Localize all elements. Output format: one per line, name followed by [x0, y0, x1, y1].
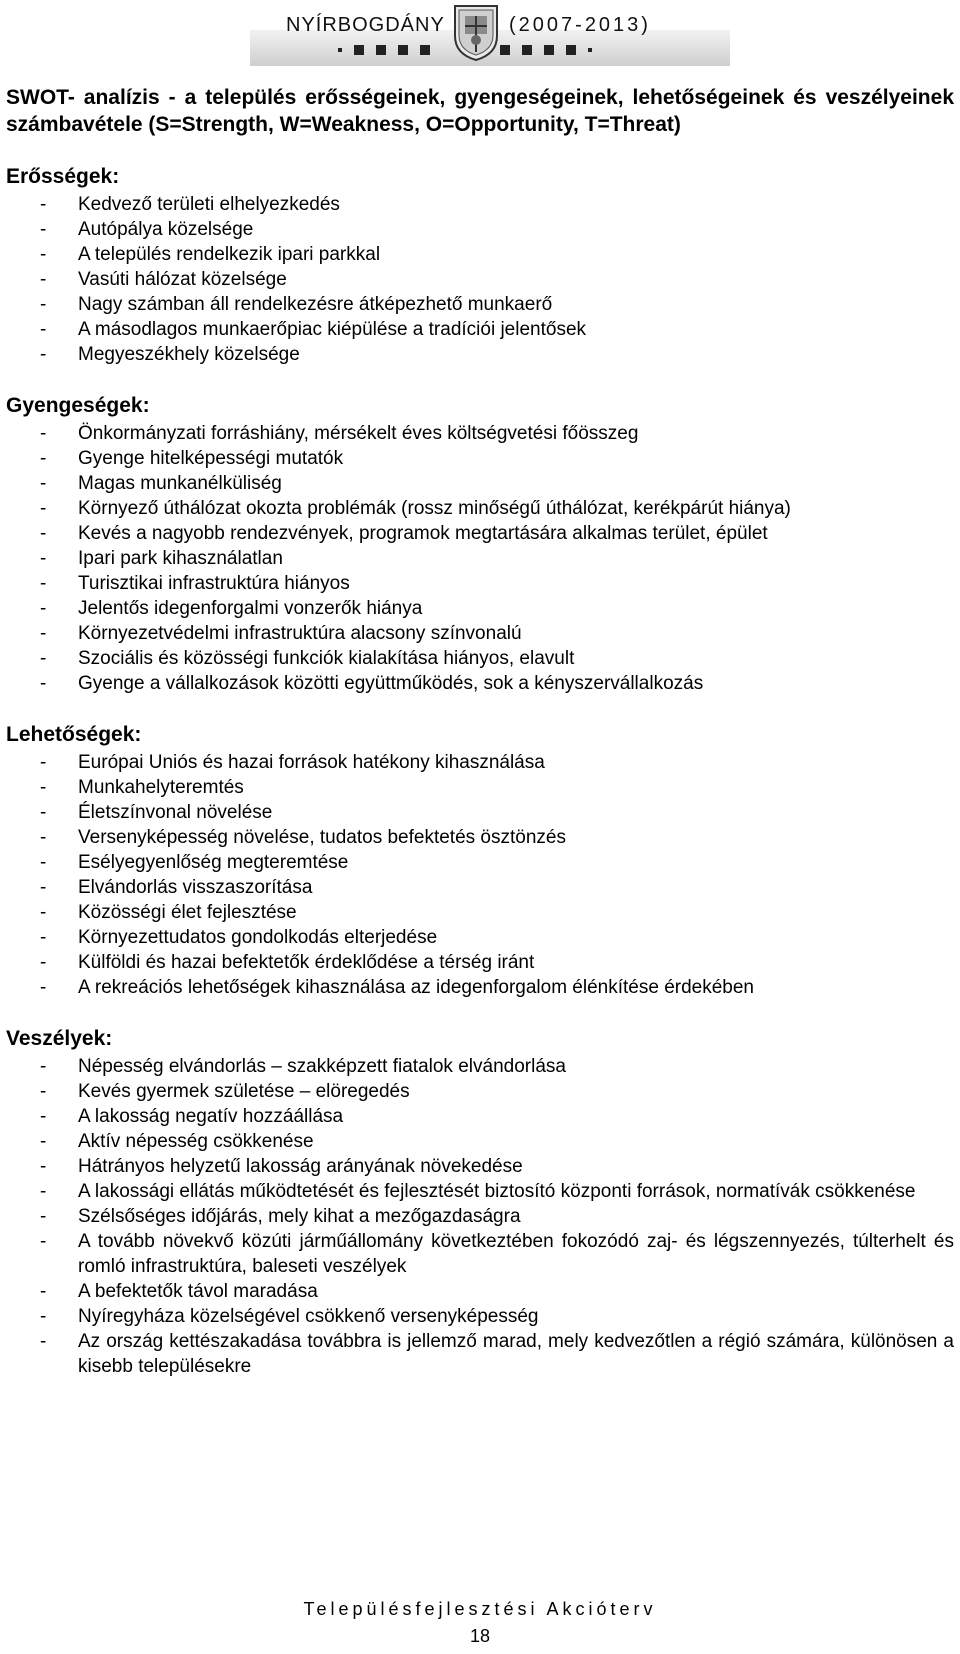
list-item: - A másodlagos munkaerőpiac kiépülése a tradíciói jelentősek	[6, 317, 954, 342]
list-item: - Esélyegyenlőség megteremtése	[6, 850, 954, 875]
list-item: - Gyenge a vállalkozások közötti együttműködés, sok a kényszervállalkozás	[6, 671, 954, 696]
header-period: (2007-2013)	[509, 14, 651, 36]
section-heading: Gyengeségek:	[6, 394, 150, 417]
page-number: 18	[469, 1626, 491, 1646]
list-item: - Kevés a nagyobb rendezvények, programok megtartására alkalmas terület, épület	[6, 521, 954, 546]
list-item: - Megyeszékhely közelsége	[6, 342, 954, 367]
list-item: - A rekreációs lehetőségek kihasználása az idegenforgalom élénkítése érdekében	[6, 975, 954, 1000]
section-threats	[6, 1026, 954, 1379]
list-item: - Nyíregyháza közelségével csökkenő versenyképesség	[6, 1304, 954, 1329]
dot	[566, 45, 576, 55]
dot	[338, 48, 342, 52]
list-item: - Önkormányzati forráshiány, mérsékelt éves költségvetési főösszeg	[6, 421, 954, 446]
list-item: - Környező úthálózat okozta problémák (rossz minőségű úthálózat, kerékpárút hiánya)	[6, 496, 954, 521]
list-item: - Környezettudatos gondolkodás elterjedése	[6, 925, 954, 950]
dot	[376, 45, 386, 55]
dot	[398, 45, 408, 55]
list-item: - Közösségi élet fejlesztése	[6, 900, 954, 925]
list-item: - Életszínvonal növelése	[6, 800, 954, 825]
weaknesses-list	[6, 421, 954, 696]
threats-list	[6, 1054, 954, 1379]
list-item: - Jelentős idegenforgalmi vonzerők hiánya	[6, 596, 954, 621]
list-item: - A lakosság negatív hozzáállása	[6, 1104, 954, 1129]
list-item: - A tovább növekvő közúti járműállomány következtében fokozódó zaj- és légszennyezés, túlterhelt és romló infrastruktúra, baleseti veszélyek	[6, 1229, 954, 1279]
page-header	[0, 0, 960, 70]
list-item: - Aktív népesség csökkenése	[6, 1129, 954, 1154]
list-item: - Munkahelyteremtés	[6, 775, 954, 800]
section-opportunities	[6, 722, 954, 1000]
list-item: - Szociális és közösségi funkciók kialakítása hiányos, elavult	[6, 646, 954, 671]
list-item: - Gyenge hitelképességi mutatók	[6, 446, 954, 471]
document-body	[6, 84, 954, 1379]
header-decorative-dots	[338, 44, 592, 56]
list-item: - Népesség elvándorlás – szakképzett fiatalok elvándorlása	[6, 1054, 954, 1079]
dot	[522, 45, 532, 55]
dot	[544, 45, 554, 55]
dot	[588, 48, 592, 52]
list-item: - Európai Uniós és hazai források hatékony kihasználása	[6, 750, 954, 775]
list-item: - A lakossági ellátás működtetését és fejlesztését biztosító központi források, normatívák csökkenése	[6, 1179, 954, 1204]
list-item: - Környezetvédelmi infrastruktúra alacsony színvonalú	[6, 621, 954, 646]
footer-document-title: Településfejlesztési Akcióterv	[303, 1599, 657, 1619]
list-item: - Versenyképesség növelése, tudatos befektetés ösztönzés	[6, 825, 954, 850]
list-item: - A település rendelkezik ipari parkkal	[6, 242, 954, 267]
list-item: - A befektetők távol maradása	[6, 1279, 954, 1304]
header-town-name: NYÍRBOGDÁNY	[286, 14, 445, 36]
section-weaknesses	[6, 393, 954, 696]
list-item: - Kedvező területi elhelyezkedés	[6, 192, 954, 217]
list-item: - Külföldi és hazai befektetők érdeklődése a térség iránt	[6, 950, 954, 975]
strengths-list	[6, 192, 954, 367]
list-item: - Az ország kettészakadása továbbra is jellemző marad, mely kedvezőtlen a régió számára, különösen a kisebb településekre	[6, 1329, 954, 1379]
section-heading: Veszélyek:	[6, 1027, 113, 1050]
list-item: - Ipari park kihasználatlan	[6, 546, 954, 571]
list-item: - Elvándorlás visszaszorítása	[6, 875, 954, 900]
dot	[500, 45, 510, 55]
list-item: - Hátrányos helyzetű lakosság arányának növekedése	[6, 1154, 954, 1179]
list-item: - Vasúti hálózat közelsége	[6, 267, 954, 292]
section-heading: Lehetőségek:	[6, 723, 142, 746]
list-item: - Autópálya közelsége	[6, 217, 954, 242]
list-item: - Turisztikai infrastruktúra hiányos	[6, 571, 954, 596]
section-heading: Erősségek:	[6, 165, 120, 188]
dot	[420, 45, 430, 55]
dot	[354, 45, 364, 55]
section-strengths	[6, 164, 954, 367]
document-title: SWOT- analízis - a település erősségeinek, gyengeségeinek, lehetőségeinek és veszélyeinek számbavétele (S=Strength, W=Weakness, O=Opportunity, T=Threat)	[6, 86, 954, 136]
opportunities-list	[6, 750, 954, 1000]
list-item: - Nagy számban áll rendelkezésre átképezhető munkaerő	[6, 292, 954, 317]
list-item: - Magas munkanélküliség	[6, 471, 954, 496]
list-item: - Szélsőséges időjárás, mely kihat a mezőgazdaságra	[6, 1204, 954, 1229]
list-item: - Kevés gyermek születése – elöregedés	[6, 1079, 954, 1104]
